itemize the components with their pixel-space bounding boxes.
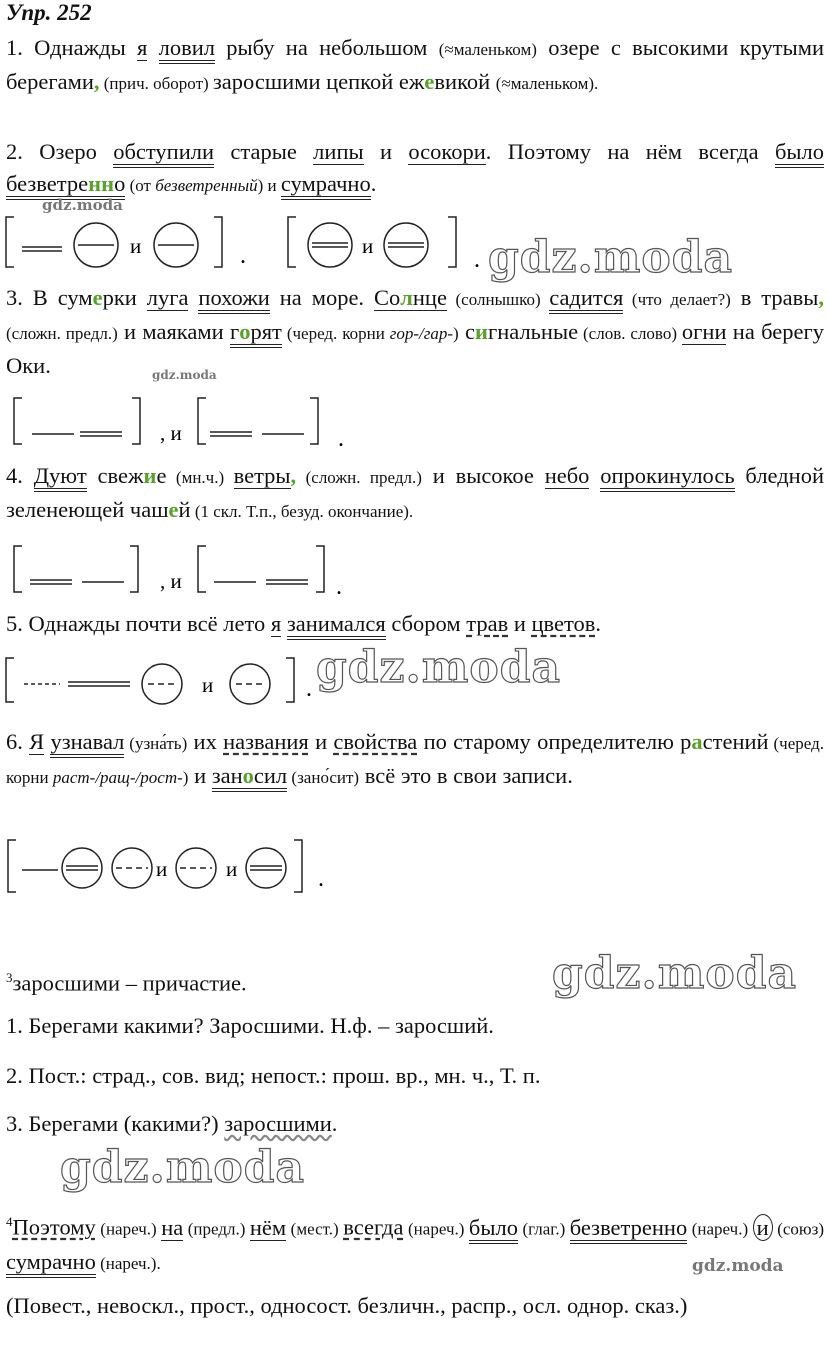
footnote-4: $^4$Поэтому (нареч.) на (предл.) нём (мест.) всегда (нареч.) было (глаг.) безветренно (нареч.) и (союз) сумрачно (нареч.). (6, 1206, 824, 1280)
svg-text:.: . (336, 574, 342, 600)
svg-text:и: и (202, 673, 214, 697)
scheme-6 (0, 832, 360, 902)
footnote-3-line-2: 2. Пост.: страд., сов. вид; непост.: прош. вр., мн. ч., Т. п. (6, 1063, 541, 1088)
watermark: gdz.moda (60, 1142, 306, 1193)
footnote-4-summary: (Повест., невоскл., прост., односост. безличн., распр., осл. однор. сказ.) (6, 1293, 688, 1318)
scheme-4 (0, 540, 380, 600)
scheme-2 (0, 205, 500, 275)
watermark: gdz.moda (488, 232, 734, 283)
svg-text:, и: , и (160, 569, 182, 593)
svg-text:и: и (226, 857, 238, 881)
scheme-5 (0, 652, 340, 712)
predicate: ловил (159, 35, 215, 64)
watermark: gdz.moda (316, 642, 562, 693)
period: . (240, 243, 246, 269)
svg-text:.: . (338, 426, 344, 452)
watermark: gdz.moda (42, 196, 123, 214)
exercise-title: Упр. 252 (6, 0, 92, 25)
svg-text:, и: , и (160, 421, 182, 445)
svg-text:.: . (318, 866, 324, 892)
subject: я (136, 35, 148, 60)
conjunction-label: и (362, 234, 374, 258)
period: . (474, 247, 480, 273)
sentence-5: 5. Однажды почти всё лето я занимался сбором трав и цветов. (6, 608, 824, 640)
footnote-3-title: $^3$заросшими – причастие. (6, 970, 247, 996)
sentence-6: 6. Я узнавал (узна́ть) их названия и свойства по старому определителю растений (черед. корни раст-/ращ-/рост-) и заносил (зано́сит) всё это в свои записи. (6, 726, 824, 794)
footnote-3-line-3: 3. Берегами (какими?) заросшими. (6, 1111, 338, 1136)
sentence-2: 2. Озеро обступили старые липы и осокори. Поэтому на нём всегда было безветренно (от безветренный) и сумрачно. (6, 136, 824, 202)
svg-text:и: и (156, 857, 168, 881)
watermark: gdz.moda (152, 368, 217, 382)
footnote-3-line-1: 1. Берегами какими? Заросшими. Н.ф. – заросший. (6, 1013, 494, 1038)
watermark: gdz.moda (692, 1256, 784, 1276)
scheme-3 (0, 392, 380, 452)
sentence-4: 4. Дуют свежие (мн.ч.) ветры, (сложн. предл.) и высокое небо опрокинулось бледной зеленеющей чашей (1 скл. Т.п., безуд. окончание). (6, 463, 825, 522)
conjunction-label: и (130, 234, 142, 258)
sentence-1: 1. Однажды я ловил рыбу на небольшом (≈маленьком) озере с высокими крутыми берегами, (прич. оборот) заросшими цепкой ежевикой (≈маленьком). (6, 35, 824, 94)
svg-text:.: . (306, 676, 312, 702)
sentence-3: 3. В сумерки луга похожи на море. Солнце (солнышко) садится (что делает?) в травы, (сложн. предл.) и маяками горят (черед. корни гор-/гар-) сигнальные (слов. слово) огни на берегу Оки. (6, 285, 824, 378)
watermark: gdz.moda (552, 948, 798, 999)
